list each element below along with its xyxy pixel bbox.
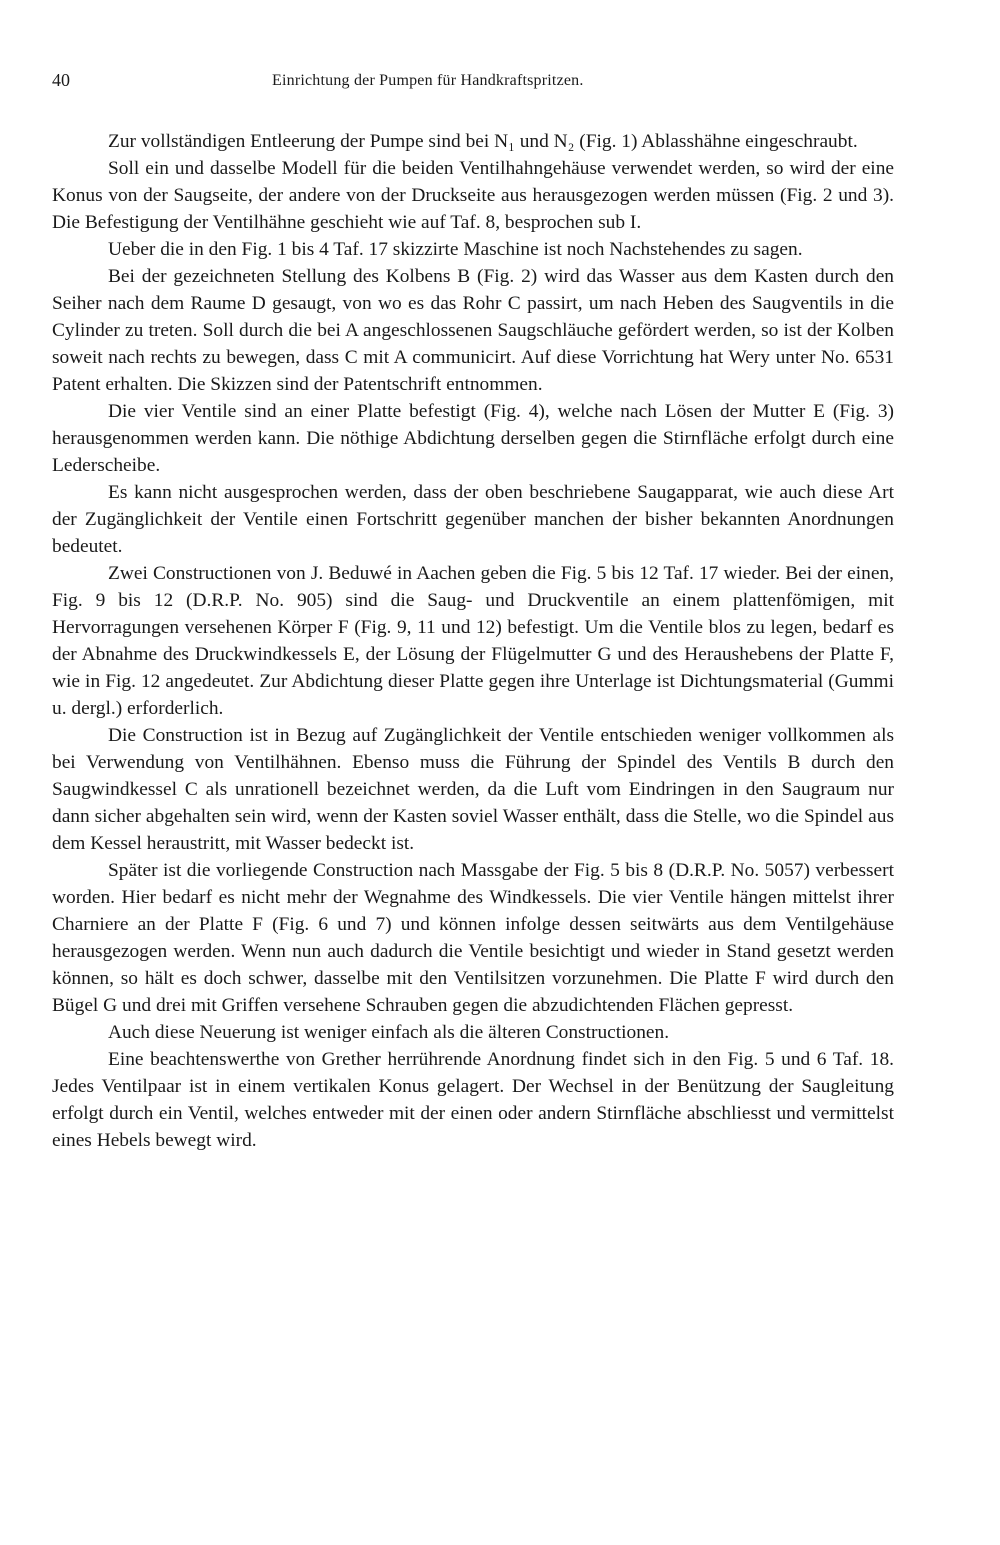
paragraph-6: Es kann nicht ausgesprochen werden, dass der oben beschriebene Saugapparat, wie auch diese Art der Zugänglichkeit der Ventile einen Fortschritt gegenüber manchen der bisher bekannten Anordnungen bedeutet. — [52, 482, 894, 557]
paragraph-9: Später ist die vorliegende Construction nach Massgabe der Fig. 5 bis 8 (D.R.P. No. 5057) verbessert worden. Hier bedarf es nicht mehr der Wegnahme des Windkessels. Die vier Ventile hängen mittelst ihrer Charniere an der Platte F (Fig. 6 und 7) und können infolge dessen seitwärts aus dem Ventilgehäuse herausgezogen werden. Wenn nun auch dadurch die Ventile besichtigt und wieder in Stand gesetzt werden können, so hält es doch schwer, dasselbe mit den Ventilsitzen vorzunehmen. Die Platte F wird durch den Bügel G und drei mit Griffen versehene Schrauben gegen die abzudichtenden Flächen gepresst. — [52, 860, 894, 1016]
paragraph-5: Die vier Ventile sind an einer Platte befestigt (Fig. 4), welche nach Lösen der Mutter E (Fig. 3) herausgenommen werden kann. Die nöthige Abdichtung derselben gegen die Stirnfläche erfolgt durch eine Lederscheibe. — [52, 401, 894, 476]
paragraph-2: Soll ein und dasselbe Modell für die beiden Ventilhahngehäuse verwendet werden, so wird der eine Konus von der Saugseite, der andere von der Druckseite aus herausgezogen werden müssen (Fig. 2 und 3). Die Befestigung der Ventilhähne geschieht wie auf Taf. 8, besprochen sub I. — [52, 158, 894, 233]
document-page — [52, 70, 894, 1154]
page-number: 40 — [52, 70, 70, 90]
paragraph-10: Auch diese Neuerung ist weniger einfach als die älteren Constructionen. — [108, 1022, 670, 1043]
body-text — [52, 128, 894, 1154]
paragraph-3: Ueber die in den Fig. 1 bis 4 Taf. 17 skizzirte Maschine ist noch Nachstehendes zu sagen. — [108, 239, 803, 260]
running-title: Einrichtung der Pumpen für Handkraftspritzen. — [272, 72, 584, 89]
paragraph-7: Zwei Constructionen von J. Beduwé in Aachen geben die Fig. 5 bis 12 Taf. 17 wieder. Bei der einen, Fig. 9 bis 12 (D.R.P. No. 905) sind die Saug- und Druckventile an einem plattenfömigen, mit Hervorragungen versehenen Körper F (Fig. 9, 11 und 12) befestigt. Um die Ventile blos zu legen, bedarf es der Abnahme des Druckwindkessels E, der Lösung der Flügelmutter G und des Heraushebens der Platte F, wie in Fig. 12 angedeutet. Zur Abdichtung dieser Platte gegen ihre Unterlage ist Dichtungsmaterial (Gummi u. dergl.) erforderlich. — [52, 563, 894, 719]
paragraph-8: Die Construction ist in Bezug auf Zugänglichkeit der Ventile entschieden weniger vollkommen als bei Verwendung von Ventilhähnen. Ebenso muss die Führung der Spindel des Ventils B durch den Saugwindkessel C als unrationell bezeichnet werden, da die Luft vom Eindringen in den Saugraum nur dann sicher abgehalten sein wird, wenn der Kasten soviel Wasser enthält, dass die Stelle, wo die Spindel aus dem Kessel heraustritt, mit Wasser bedeckt ist. — [52, 725, 894, 854]
running-header — [52, 70, 894, 100]
paragraph-1: Zur vollständigen Entleerung der Pumpe sind bei N₁ und N₂ (Fig. 1) Ablasshähne eingeschraubt. — [108, 131, 858, 152]
paragraph-4: Bei der gezeichneten Stellung des Kolbens B (Fig. 2) wird das Wasser aus dem Kasten durch den Seiher nach dem Raume D gesaugt, von wo es das Rohr C passirt, um nach Heben des Saugventils in die Cylinder zu treten. Soll durch die bei A angeschlossenen Saugschläuche gefördert werden, so ist der Kolben soweit nach rechts zu bewegen, dass C mit A communicirt. Auf diese Vorrichtung hat Wery unter No. 6531 Patent erhalten. Die Skizzen sind der Patentschrift entnommen. — [52, 266, 894, 395]
paragraph-11: Eine beachtenswerthe von Grether herrührende Anordnung findet sich in den Fig. 5 und 6 Taf. 18. Jedes Ventilpaar ist in einem vertikalen Konus gelagert. Der Wechsel in der Benützung der Saugleitung erfolgt durch ein Ventil, welches entweder mit der einen oder andern Stirnfläche abschliesst und vermittelst eines Hebels bewegt wird. — [52, 1049, 894, 1151]
